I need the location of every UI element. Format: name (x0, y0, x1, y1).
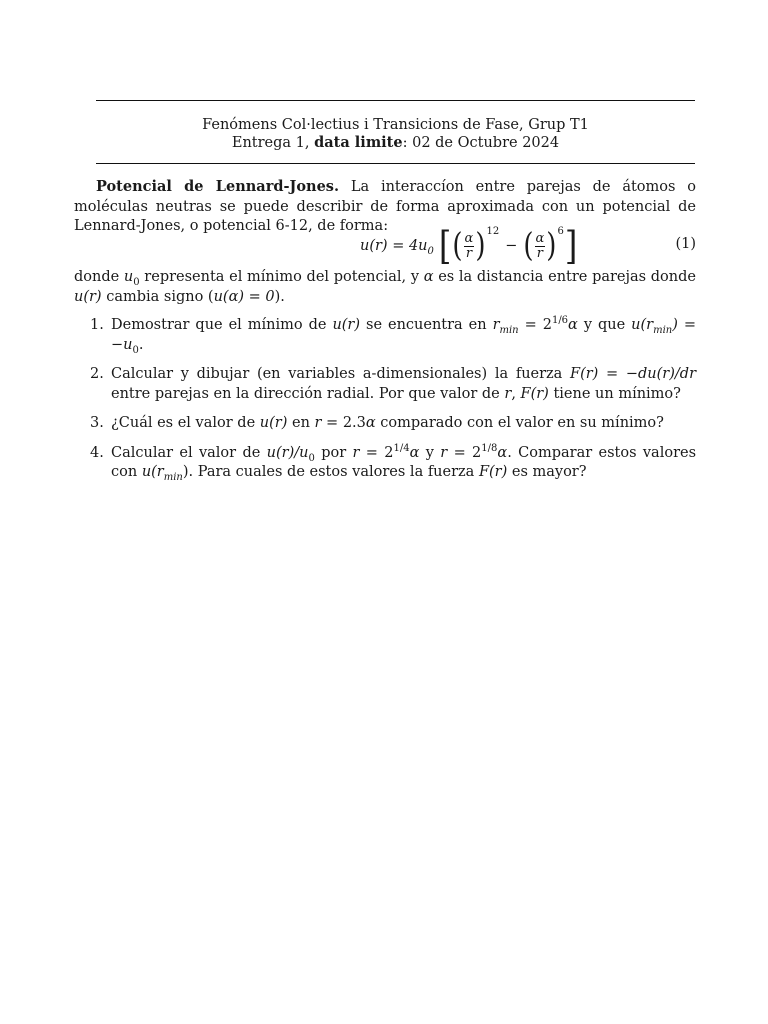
right-paren-2: ) (546, 227, 557, 265)
definition-paragraph: donde $u_0$ representa el mínimo del potencial, y α es la distancia entre parejas donde u(r) cambia signo (u(α) = 0). (74, 269, 696, 305)
equation-1 (74, 223, 696, 269)
document-header (96, 116, 695, 152)
fraction-2: $\frac{\alpha}{r}$ (535, 230, 545, 261)
equation-body (360, 223, 578, 269)
list-item: 4. Calcular el valor de $u(r)/u_0$ por $r = 2^{1/4}\alpha$ y $r = 2^{1/8}\alpha$. Comparar estos valores con $u(r_{min})$. Para cuales de estos valores la fuerza F(r) es mayor? (90, 442, 697, 483)
equation-lhs: $u(r) = 4u_0$ (360, 238, 434, 257)
item-number: 2. (90, 366, 104, 382)
deadline-line: Entrega 1, data limite: 02 de Octubre 2024 (231, 134, 560, 151)
right-paren-1: ) (475, 227, 486, 265)
item-number: 4. (90, 444, 104, 461)
item-number: 1. (90, 317, 104, 333)
item-number: 3. (90, 415, 104, 431)
list-item: 2. Calcular y dibujar (en variables a-dimensionales) la fuerza F(r) = −du(r)/dr entre parejas en la dirección radial. Por que valor de r, F(r) tiene un mínimo? (90, 366, 696, 402)
exponent-6: 6 (557, 226, 564, 237)
list-item: 1. Demostrar que el mínimo de u(r) se encuentra en $r_{min} = 2^{1/6}\alpha$ y que $u(r_{min}) = -u_0$. (90, 315, 696, 356)
left-paren-2: ( (523, 227, 534, 265)
course-title: Fenómens Col·lectius i Transicions de Fase, Grup T1 (202, 117, 589, 133)
bottom-rule (96, 163, 695, 164)
top-rule (96, 100, 695, 101)
list-item: 3. ¿Cuál es el valor de u(r) en r = 2.3α comparado con el valor en su mínimo? (74, 414, 696, 434)
right-bracket: ] (564, 223, 578, 269)
exponent-12: 12 (486, 226, 500, 237)
fraction-1: $\frac{\alpha}{r}$ (464, 230, 474, 261)
left-bracket: [ (438, 223, 452, 269)
exercise-list (74, 316, 696, 493)
deadline-label: data limite (314, 134, 403, 151)
left-paren-1: ( (452, 227, 463, 265)
section-title: Potencial de Lennard-Jones. (96, 178, 340, 195)
equation-number: (1) (675, 236, 696, 252)
intro-text: La interaccíon entre parejas de átomos o moléculas neutras se puede describir de forma aproximada con un potencial de Lennard-Jones, o potencial 6-12, de forma: (74, 179, 696, 234)
minus-sign: − (505, 238, 518, 254)
